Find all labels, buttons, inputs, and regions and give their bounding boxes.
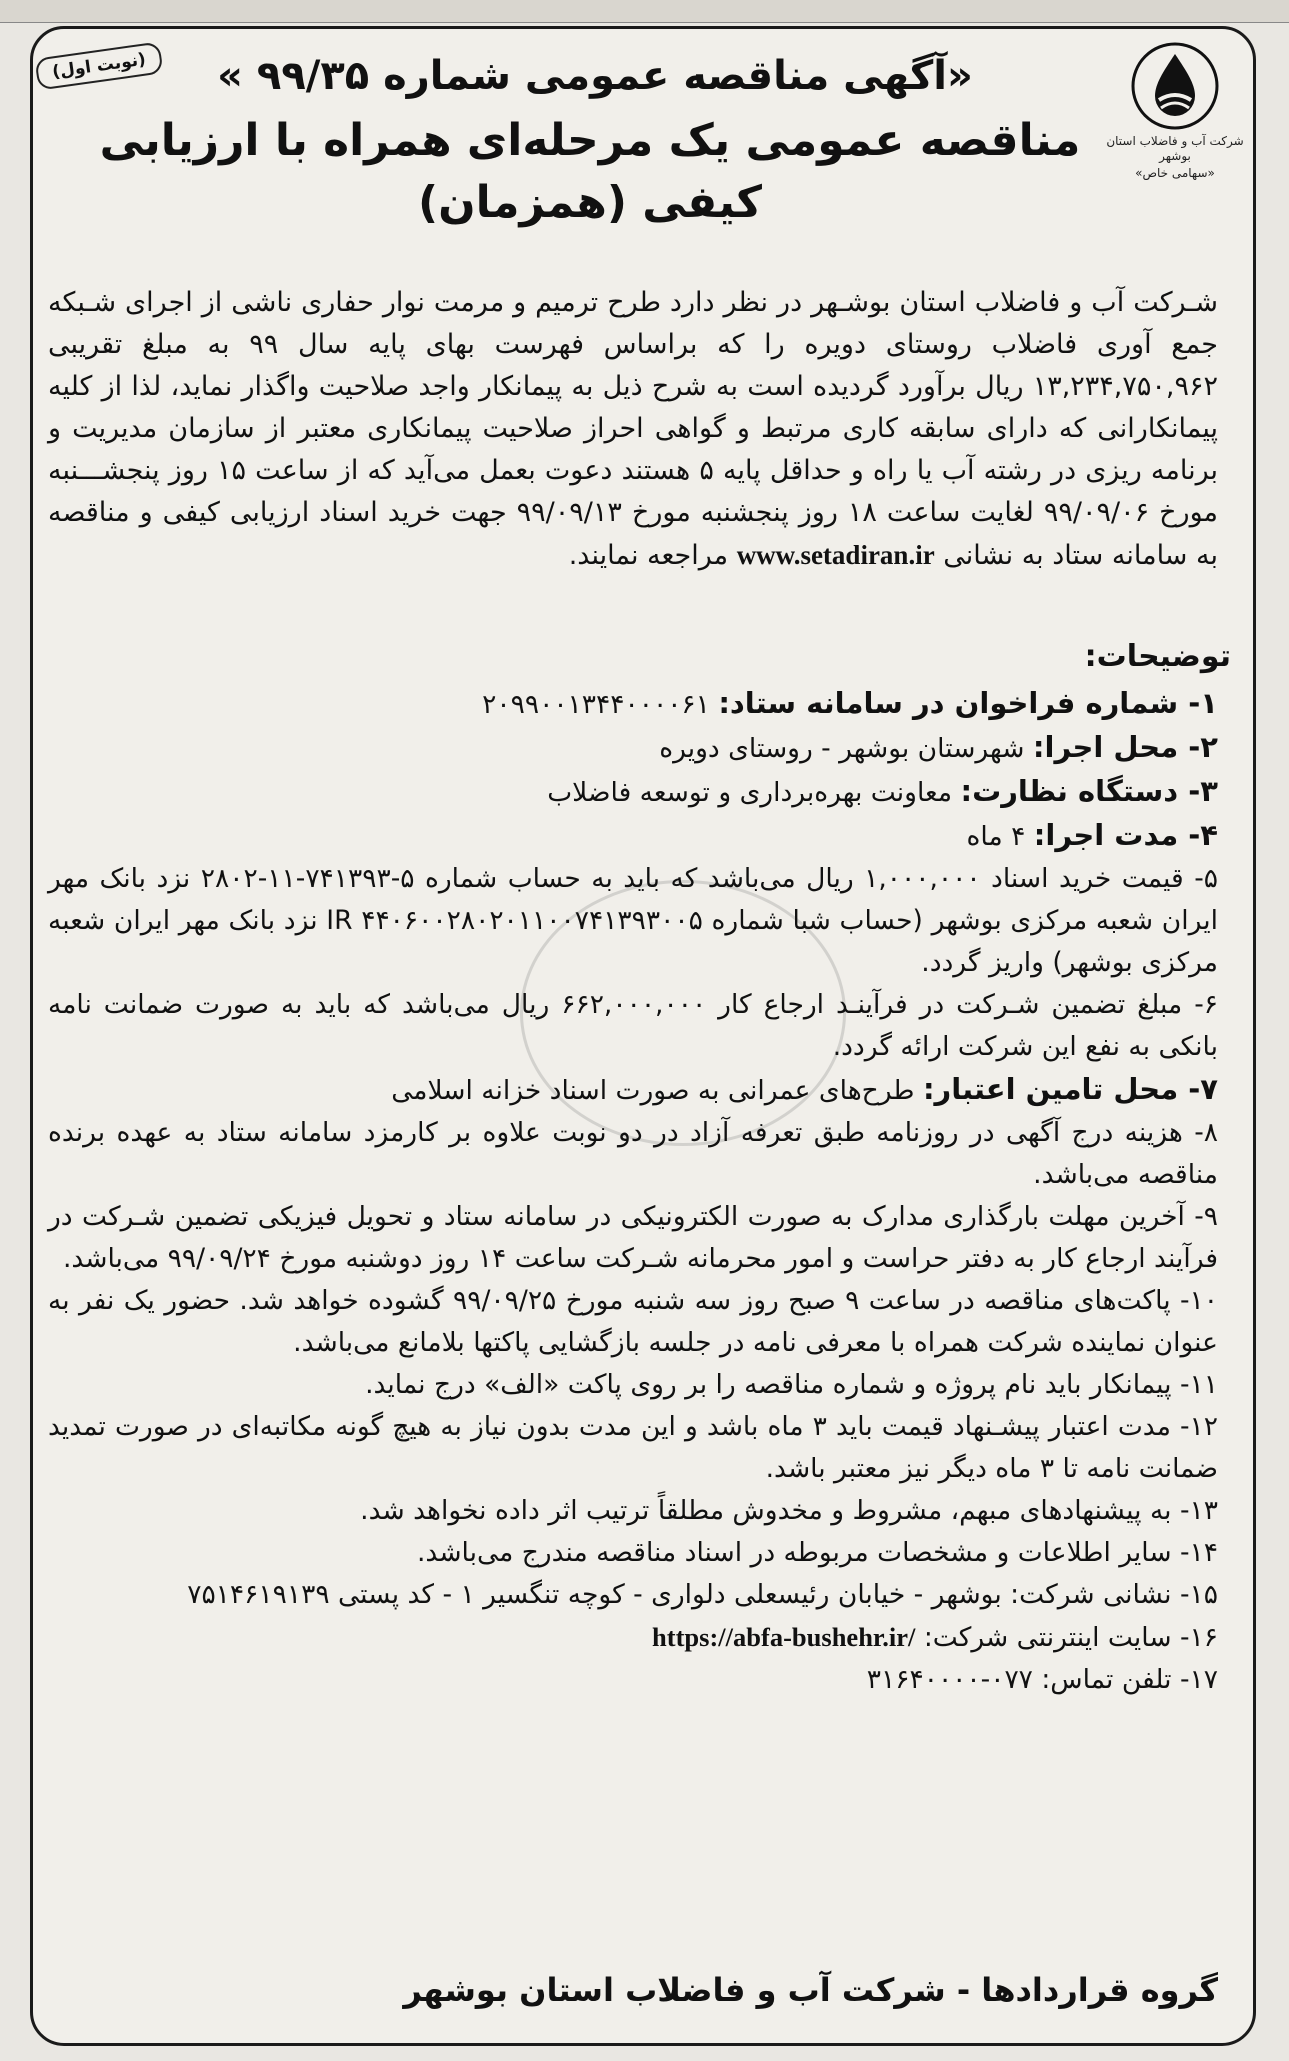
item-text: ۱۲- مدت اعتبار پیشـنهاد قیمت باید ۳ ماه باشد و این مدت بدون نیاز به هیچ گونه مکاتبه‌ای در صورت تمدید ضمانت نامه تا ۳ ماه دیگر نیز معتبر باشد. xyxy=(48,1411,1218,1484)
item-text: ۱۴- سایر اطلاعات و مشخصات مربوطه در اسناد مناقصه مندرج می‌باشد. xyxy=(417,1537,1218,1568)
item-text: طرح‌های عمرانی به صورت اسناد خزانه اسلامی xyxy=(391,1075,915,1106)
list-item xyxy=(48,726,1218,770)
footer-signature: گروه قراردادها - شرکت آب و فاضلاب استان بوشهر xyxy=(403,1971,1218,2009)
notice-title: «آگهی مناقصه عمومی شماره ۹۹/۳۵ » xyxy=(217,53,973,99)
item-label: ۴- مدت اجرا: xyxy=(1033,818,1218,852)
item-text: ۱۳- به پیشنهادهای مبهم، مشروط و مخدوش مطلقاً ترتیب اثر داده نخواهد شد. xyxy=(360,1495,1218,1526)
list-item xyxy=(48,770,1218,814)
list-item xyxy=(48,1574,1218,1616)
water-drop-logo-icon xyxy=(1129,40,1221,132)
company-logo xyxy=(1105,40,1245,181)
list-item xyxy=(48,1406,1218,1490)
intro-text-end: مراجعه نمایند. xyxy=(568,540,729,571)
item-text: ۱۱- پیمانکار باید نام پروژه و شماره مناقصه را بر روی پاکت «الف» درج نماید. xyxy=(365,1369,1218,1400)
item-label: ۲- محل اجرا: xyxy=(1032,730,1218,764)
item-text: ۱۵- نشانی شرکت: بوشهر - خیابان رئیسعلی دلواری - کوچه تنگسیر ۱ - کد پستی ۷۵۱۴۶۱۹۱۳۹ xyxy=(187,1579,1218,1610)
list-item xyxy=(48,682,1218,726)
company-website-link[interactable]: https://abfa-bushehr.ir/ xyxy=(652,1622,916,1652)
item-text: ۱۷- تلفن تماس: ۰۷۷-۳۱۶۴۰۰۰۰ xyxy=(866,1664,1218,1695)
list-item xyxy=(48,1659,1218,1701)
item-text: ۸- هزینه درج آگهی در روزنامه طبق تعرفه آزاد در دو نوبت علاوه بر کارمزد سامانه ستاد به عهده برنده مناقصه می‌باشد. xyxy=(48,1117,1218,1190)
list-item xyxy=(48,1616,1218,1659)
intro-text: شـرکت آب و فاضلاب استان بوشـهر در نظر دارد طرح ترمیم و مرمت نوار حفاری ناشی از اجرای شـبکه جمع آوری فاضلاب روستای دویره را که براساس فهرست بهای پایه سال ۹۹ به مبلغ تقریبی ۱۳,۲۳۴,۷۵۰,۹۶۲ ریال برآورد گردیده است به شرح ذیل به پیمانکار واجد صلاحیت واگذار نماید، لذا از کلیه پیمانکارانی که دارای سابقه کاری مرتبط و گواهی احراز صلاحیت پیمانکاری معتبر از سازمان مدیریت و برنامه ریزی در رشته آب یا راه و حداقل پایه ۵ هستند دعوت بعمل می‌آید که از ساعت ۱۵ روز پنجشـــنبه مورخ ۹۹/۰۹/۰۶ لغایت ساعت ۱۸ روز پنجشنبه مورخ ۹۹/۰۹/۱۳ جهت خرید اسناد ارزیابی کیفی و مناقصه به سامانه ستاد به نشانی xyxy=(48,287,1219,571)
item-text: معاونت بهره‌برداری و توسعه فاضلاب xyxy=(547,777,953,808)
item-label: ۳- دستگاه نظارت: xyxy=(960,774,1218,808)
item-text: ۶- مبلغ تضمین شـرکت در فرآینـد ارجاع کار ۶۶۲,۰۰۰,۰۰۰ ریال می‌باشد که باید به صورت ضمانت نامه بانکی به نفع این شرکت ارائه گردد. xyxy=(48,989,1218,1062)
list-item xyxy=(48,1196,1218,1280)
item-label: ۱- شماره فراخوان در سامانه ستاد: xyxy=(718,686,1218,720)
list-item xyxy=(48,1280,1218,1364)
item-label: ۷- محل تامین اعتبار: xyxy=(922,1072,1218,1106)
notice-subtitle: مناقصه عمومی یک مرحله‌ای همراه با ارزیابی کیفی (همزمان) xyxy=(99,115,1081,228)
list-item xyxy=(48,1068,1218,1112)
intro-paragraph xyxy=(48,282,1218,577)
list-item xyxy=(48,1364,1218,1406)
item-text: ۹- آخرین مهلت بارگذاری مدارک به صورت الکترونیکی در سامانه ستاد و تحویل فیزیکی تضمین شـرکت در فرآیند ارجاع کار به دفتر حراست و امور محرمانه شـرکت ساعت ۱۴ روز دوشنبه مورخ ۹۹/۰۹/۲۴ می‌باشد. xyxy=(48,1201,1218,1274)
logo-caption-name: شرکت آب و فاضلاب استان بوشهر xyxy=(1106,134,1244,163)
newspaper-top-strip xyxy=(0,0,1289,23)
notes-heading: توضیحات: xyxy=(1084,639,1231,674)
logo-caption-type: «سهامی خاص» xyxy=(1135,166,1215,180)
list-item xyxy=(48,1490,1218,1532)
list-item xyxy=(48,1112,1218,1196)
first-publication-badge: (نوبت اول) xyxy=(34,41,163,90)
notes-list xyxy=(48,682,1218,1701)
list-item xyxy=(48,1532,1218,1574)
list-item xyxy=(48,984,1218,1068)
list-item xyxy=(48,858,1218,984)
item-text: ۴ ماه xyxy=(966,821,1026,852)
item-text: ۱۶- سایت اینترنتی شرکت: xyxy=(923,1622,1218,1653)
setad-website-link[interactable]: www.setadiran.ir xyxy=(736,540,935,570)
item-text: ۵- قیمت خرید اسناد ۱,۰۰۰,۰۰۰ ریال می‌باشد که باید به حساب شماره ۵-۷۴۱۳۹۳-۱۱-۲۸۰۲ نزد بانک مهر ایران شعبه مرکزی بوشهر (حساب شبا شماره IR ۴۴۰۶۰۰۲۸۰۲۰۱۱۰۰۷۴۱۳۹۳۰۰۵ نزد بانک مهر ایران شعبه مرکزی بوشهر) واریز گردد. xyxy=(48,863,1218,978)
item-text: شهرستان بوشهر - روستای دویره xyxy=(659,733,1025,764)
list-item xyxy=(48,814,1218,858)
item-text: ۲۰۹۹۰۰۱۳۴۴۰۰۰۰۶۱ xyxy=(482,689,710,720)
item-text: ۱۰- پاکت‌های مناقصه در ساعت ۹ صبح روز سه شنبه مورخ ۹۹/۰۹/۲۵ گشوده خواهد شد. حضور یک نفر به عنوان نماینده شرکت همراه با معرفی نامه در جلسه بازگشایی پاکتها بلامانع می‌باشد. xyxy=(48,1285,1218,1358)
